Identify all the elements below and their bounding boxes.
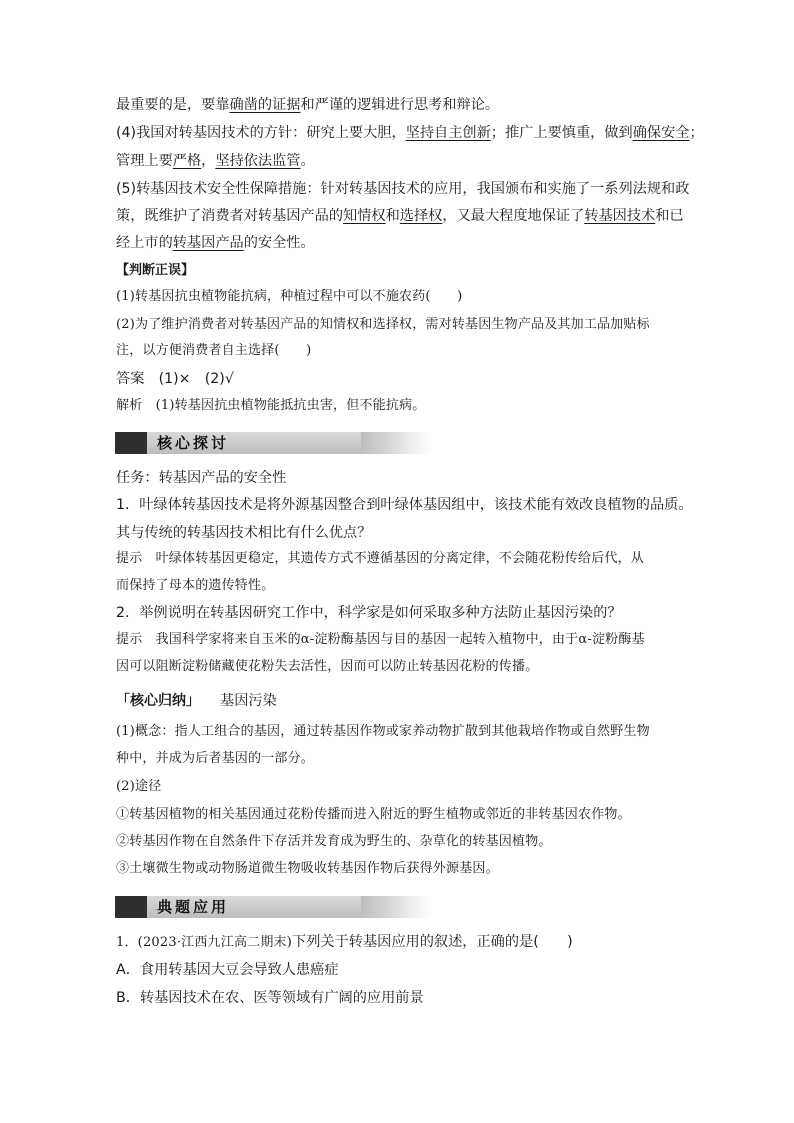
option-b: B．转基因技术在农、医等领域有广阔的应用前景 (116, 990, 424, 1006)
question-1-cont: 其与传统的转基因技术相比有什么优点？ (116, 525, 372, 541)
text-run: ； (689, 125, 704, 141)
underlined-term: 确保安全 (632, 125, 690, 141)
text-run: 和已 (655, 208, 684, 224)
answer-line: 答案 (1)× (2)√ (116, 371, 234, 387)
section-bar-dark (115, 896, 147, 918)
section-bar-fade (361, 896, 431, 918)
text-run: 和 (385, 208, 400, 224)
hint-2: 提示 我国科学家将来自玉米的α-淀粉酶基因与目的基因一起转入植物中，由于α-淀粉酶基 (116, 632, 645, 647)
hint-1: 提示 叶绿体转基因更稳定，其遗传方式不遵循基因的分离定律，不会随花粉传给后代，从 (116, 551, 645, 566)
section-title: 核心探讨 (157, 434, 230, 452)
option-a: A．食用转基因大豆会导致人患癌症 (116, 962, 339, 978)
hint-2-cont: 因可以阻断淀粉储藏使花粉失去活性，因而可以防止转基因花粉的传播。 (116, 659, 539, 674)
analysis-line: 解析 (1)转基因抗虫植物能抵抗虫害，但不能抗病。 (116, 398, 426, 413)
underlined-term: 严格 (172, 153, 202, 169)
text-line (116, 123, 704, 143)
pathway-item-3: ③土壤微生物或动物肠道微生物吸收转基因作物后获得外源基因。 (116, 861, 499, 876)
text-run: 策，既维护了消费者对转基因产品的 (116, 208, 344, 224)
text-line (116, 206, 686, 226)
text-run: ；推广上要慎重，做到 (490, 125, 633, 141)
underlined-term: 选择权 (399, 208, 443, 224)
text-line (116, 151, 686, 171)
underlined-term: 转基因产品 (172, 235, 244, 251)
judge-question-2: (2)为了维护消费者对转基因产品的知情权和选择权，需对转基因生物产品及其加工品加贴标 (116, 317, 650, 332)
pathway-item-1: ①转基因植物的相关基因通过花粉传播而进入附近的野生植物或邻近的非转基因农作物。 (116, 807, 631, 822)
underlined-term: 确凿的证据 (229, 97, 301, 113)
question-1: 1．叶绿体转基因技术是将外源基因整合到叶绿体基因组中，该技术能有效改良植物的品质。 (116, 497, 693, 513)
hint-1-cont: 而保持了母本的遗传特性。 (116, 578, 275, 593)
section-bar-fade (361, 432, 431, 454)
question-text: 下列关于转基因应用的叙述，正确的是( ) (292, 934, 573, 950)
summary-topic: 基因污染 (220, 693, 277, 709)
exercise-question-1 (116, 932, 686, 953)
summary-heading (116, 691, 686, 711)
judge-question-1: (1)转基因抗虫植物能抗病，种植过程中可以不施农药( ) (116, 289, 463, 304)
text-run: 的安全性。 (243, 235, 315, 251)
summary-label: 「核心归纳」 (116, 693, 200, 709)
underlined-term: 转基因技术 (584, 208, 656, 224)
concept-line: (1)概念：指人工组合的基因，通过转基因作物或家养动物扩散到其他栽培作物或自然野生物 (116, 724, 650, 739)
judge-question-2-cont: 注，以方便消费者自主选择( ) (116, 343, 312, 358)
section-header-typical-application (115, 896, 431, 918)
text-run: 。 (300, 153, 315, 169)
section-bar-dark (115, 432, 147, 454)
question-source: 1．(2023·江西九江高二期末) (116, 935, 293, 950)
text-run: ， (201, 153, 216, 169)
text-run: (4)我国对转基因技术的方针：研究上要大胆， (116, 125, 406, 141)
text-run: 经上市的 (116, 235, 173, 251)
text-run: 最重要的是，要靠 (116, 97, 230, 113)
question-2: 2．举例说明在转基因研究工作中，科学家是如何采取多种方法防止基因污染的？ (116, 605, 622, 621)
text-run: ，又最大程度地保证了 (442, 208, 585, 224)
text-run: 管理上要 (116, 153, 173, 169)
judge-heading: 【判断正误】 (116, 263, 195, 278)
underlined-term: 坚持自主创新 (405, 125, 491, 141)
section-header-core-discussion (115, 432, 431, 454)
text-line (116, 233, 686, 253)
section-title: 典题应用 (157, 898, 230, 916)
text-line: (5)转基因技术安全性保障措施：针对转基因技术的应用，我国颁布和实施了一系列法规和政 (116, 181, 690, 197)
text-line (116, 95, 686, 115)
pathway-item-2: ②转基因作物在自然条件下存活并发育成为野生的、杂草化的转基因植物。 (116, 834, 552, 849)
underlined-term: 坚持依法监管 (215, 153, 301, 169)
task-title: 任务：转基因产品的安全性 (116, 470, 287, 486)
pathway-heading: (2)途径 (116, 779, 162, 794)
text-run: 和严谨的逻辑进行思考和辩论。 (300, 97, 500, 113)
concept-line-cont: 种中，并成为后者基因的一部分。 (116, 751, 315, 766)
underlined-term: 知情权 (343, 208, 386, 224)
